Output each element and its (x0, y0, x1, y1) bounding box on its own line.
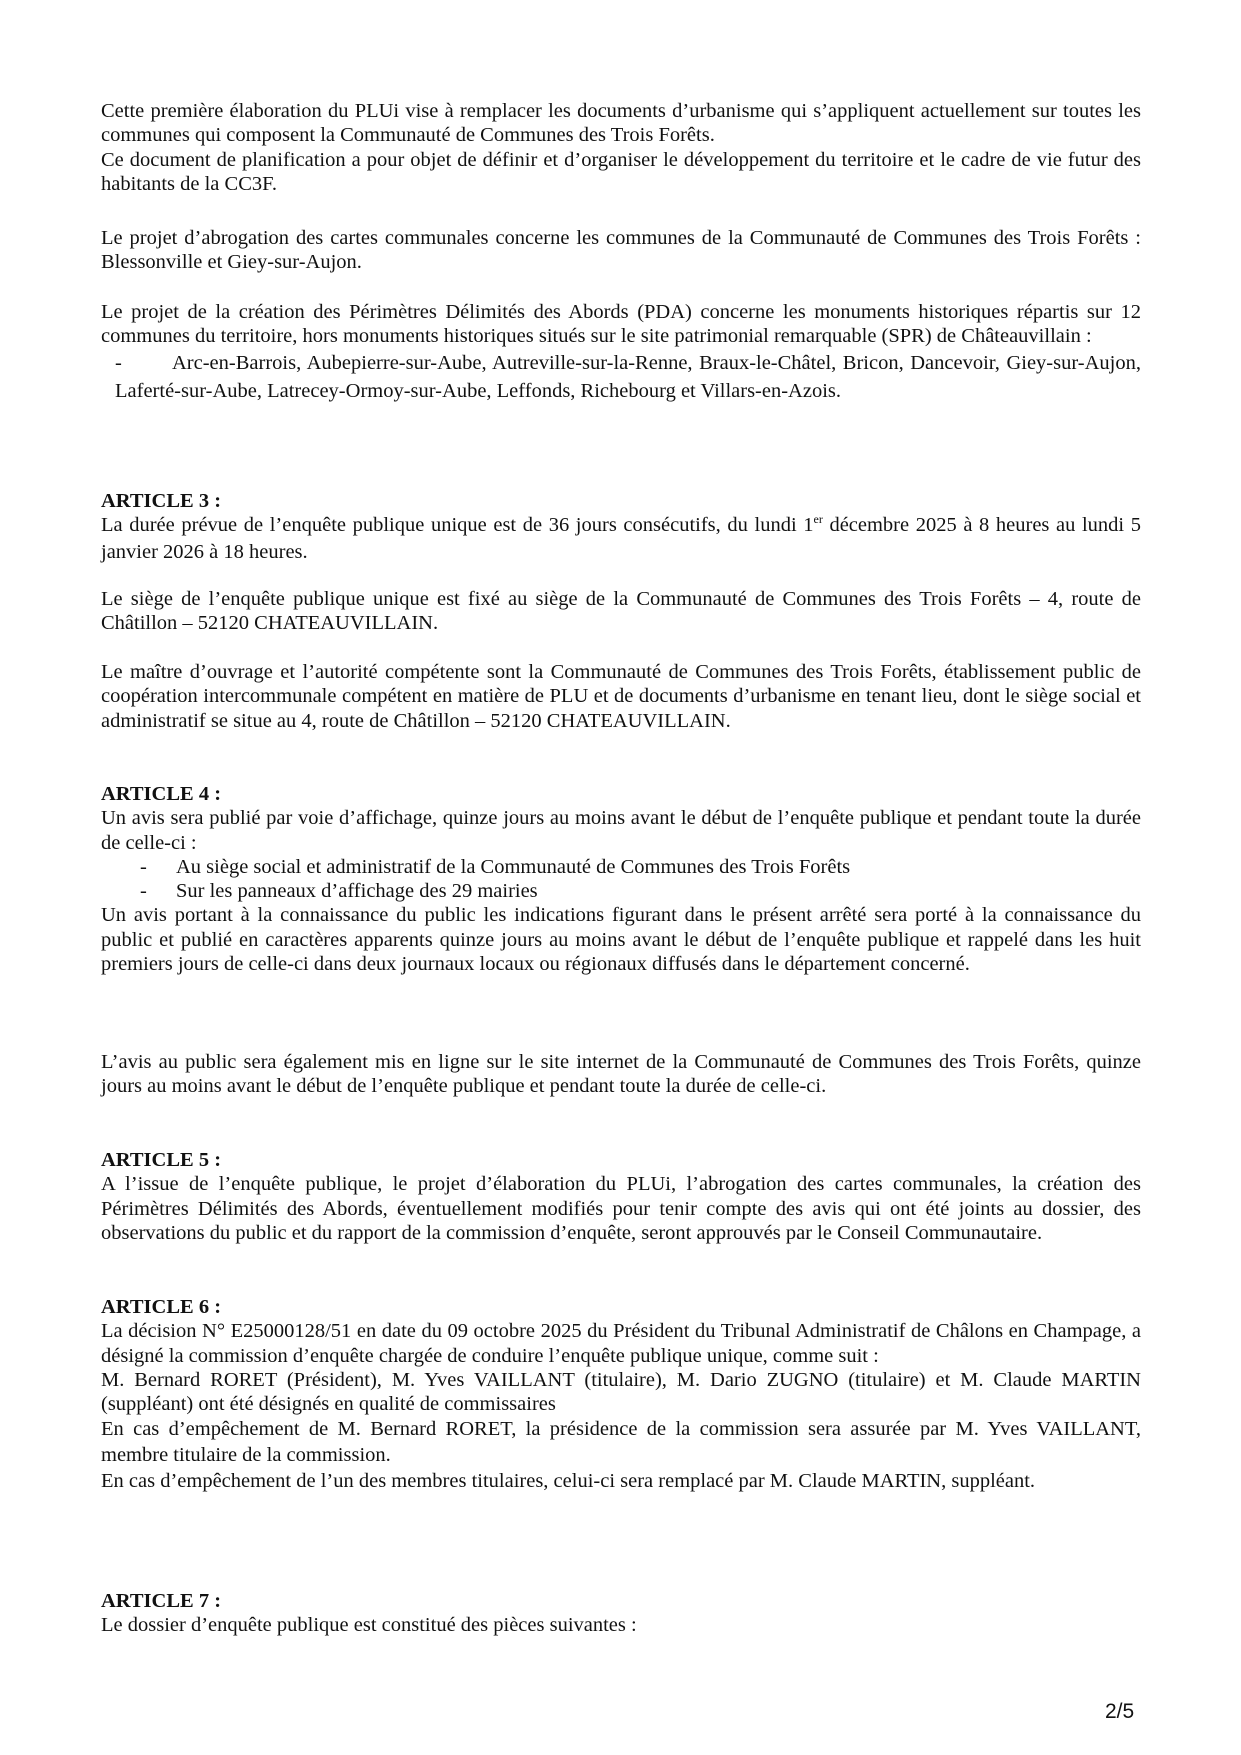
article-6-text-4: En cas d’empêchement de l’un des membres titulaires, celui-ci sera remplacé par M. Claude MARTIN, suppléant. (101, 1470, 1036, 1493)
article-3-text-2: Le siège de l’enquête publique unique est fixé au siège de la Communauté de Communes des Trois Forêts – 4, route de Châtillon – 52120 CHATEAUVILLAIN. (101, 588, 1141, 635)
article-6-text-1: La décision N° E25000128/51 en date du 09 octobre 2025 du Président du Tribunal Administratif de Châlons en Champage, a désigné la commission d’enquête chargée de conduire l’enquête publique unique, comme suit : (101, 1320, 1141, 1367)
page-number: 2/5 (1105, 1700, 1135, 1723)
article-6-text-3: En cas d’empêchement de M. Bernard RORET, la présidence de la commission sera assurée par M. Yves VAILLANT, membre titulaire de la commission. (101, 1418, 1141, 1467)
superscript: er (813, 512, 823, 527)
article-4-title: ARTICLE 4 : (101, 783, 222, 805)
article-3-title: ARTICLE 3 : (101, 490, 222, 512)
list-item-text: Au siège social et administratif de la Communauté de Communes des Trois Forêts (176, 855, 851, 878)
towns-list (101, 349, 1141, 406)
intro-paragraph-1 (101, 99, 1141, 196)
intro-text-2: Le projet d’abrogation des cartes communales concerne les communes de la Communauté de Communes des Trois Forêts : Blessonville et Giey-sur-Aujon. (101, 227, 1141, 274)
article-3 (101, 489, 1141, 564)
article-5-title: ARTICLE 5 : (101, 1149, 222, 1171)
intro-paragraph-2 (101, 226, 1141, 275)
article-4 (101, 782, 1141, 976)
list-dash: - (140, 855, 147, 878)
list-item (101, 879, 1141, 903)
article-6 (101, 1295, 1141, 1494)
article-3-text-1b: décembre 2025 à 8 heures au lundi 5 janvier 2026 à 18 heures. (101, 514, 1141, 563)
article-3-text-1a: La durée prévue de l’enquête publique unique est de 36 jours consécutifs, du lundi 1 (101, 514, 814, 537)
article-4-text-2: Un avis portant à la connaissance du public les indications figurant dans le présent arrêté sera porté à la connaissance du public et publié en caractères apparents quinze jours au moins avant le début de l’enquête publique et rappelé dans les huit premiers jours de celle-ci dans deux journaux locaux ou régionaux diffusés dans le département concerné. (101, 904, 1141, 976)
list-dash: - (115, 351, 122, 374)
intro-text-1b: Ce document de planification a pour objet de définir et d’organiser le développement du territoire et le cadre de vie futur des habitants de la CC3F. (101, 148, 1141, 195)
towns-text: Arc-en-Barrois, Aubepierre-sur-Aube, Autreville-sur-la-Renne, Braux-le-Châtel, Bricon, Dancevoir, Giey-sur-Aujon, Laferté-sur-Aube, Latrecey-Ormoy-sur-Aube, Leffonds, Richebourg et Villars-en-Azois. (115, 351, 1141, 403)
article-6-title: ARTICLE 6 : (101, 1296, 222, 1318)
article-4-text-3: L’avis au public sera également mis en ligne sur le site internet de la Communauté de Communes des Trois Forêts, quinze jours au moins avant le début de l’enquête publique et pendant toute la durée de celle-ci. (101, 1051, 1141, 1098)
article-7 (101, 1589, 1141, 1638)
intro-paragraph-3 (101, 300, 1141, 406)
article-5 (101, 1148, 1141, 1245)
list-item (101, 855, 1141, 879)
intro-text-3: Le projet de la création des Périmètres Délimités des Abords (PDA) concerne les monuments historiques répartis sur 12 communes du territoire, hors monuments historiques situés sur le site patrimonial remarquable (SPR) de Châteauvillain : (101, 301, 1141, 348)
article-4-paragraph-3 (101, 1050, 1141, 1099)
article-6-text-2: M. Bernard RORET (Président), M. Yves VAILLANT (titulaire), M. Dario ZUGNO (titulaire) et M. Claude MARTIN (suppléant) ont été désignés en qualité de commissaires (101, 1368, 1141, 1416)
intro-text-1: Cette première élaboration du PLUi vise à remplacer les documents d’urbanisme qui s’appliquent actuellement sur toutes les communes qui composent la Communauté de Communes des Trois Forêts. (101, 100, 1141, 147)
article-4-text-1: Un avis sera publié par voie d’affichage, quinze jours au moins avant le début de l’enquête publique et pendant toute la durée de celle-ci : (101, 807, 1141, 854)
article-3-paragraph-3 (101, 660, 1141, 733)
article-5-text-1: A l’issue de l’enquête publique, le projet d’élaboration du PLUi, l’abrogation des cartes communales, la création des Périmètres Délimités des Abords, éventuellement modifiés pour tenir compte des avis qui ont été joints au dossier, des observations du public et du rapport de la commission d’enquête, seront approuvés par le Conseil Communautaire. (101, 1173, 1141, 1244)
article-3-text-1 (101, 513, 1141, 564)
article-3-text-3: Le maître d’ouvrage et l’autorité compétente sont la Communauté de Communes des Trois Forêts, établissement public de coopération intercommunale compétent en matière de PLU et de documents d’urbanisme en tenant lieu, dont le siège social et administratif se situe au 4, route de Châtillon – 52120 CHATEAUVILLAIN. (101, 661, 1141, 732)
article-7-title: ARTICLE 7 : (101, 1590, 222, 1612)
article-3-paragraph-2 (101, 587, 1141, 636)
article-7-text-1: Le dossier d’enquête publique est constitué des pièces suivantes : (101, 1614, 637, 1637)
list-dash: - (140, 880, 147, 903)
list-item-text: Sur les panneaux d’affichage des 29 mairies (176, 880, 538, 903)
